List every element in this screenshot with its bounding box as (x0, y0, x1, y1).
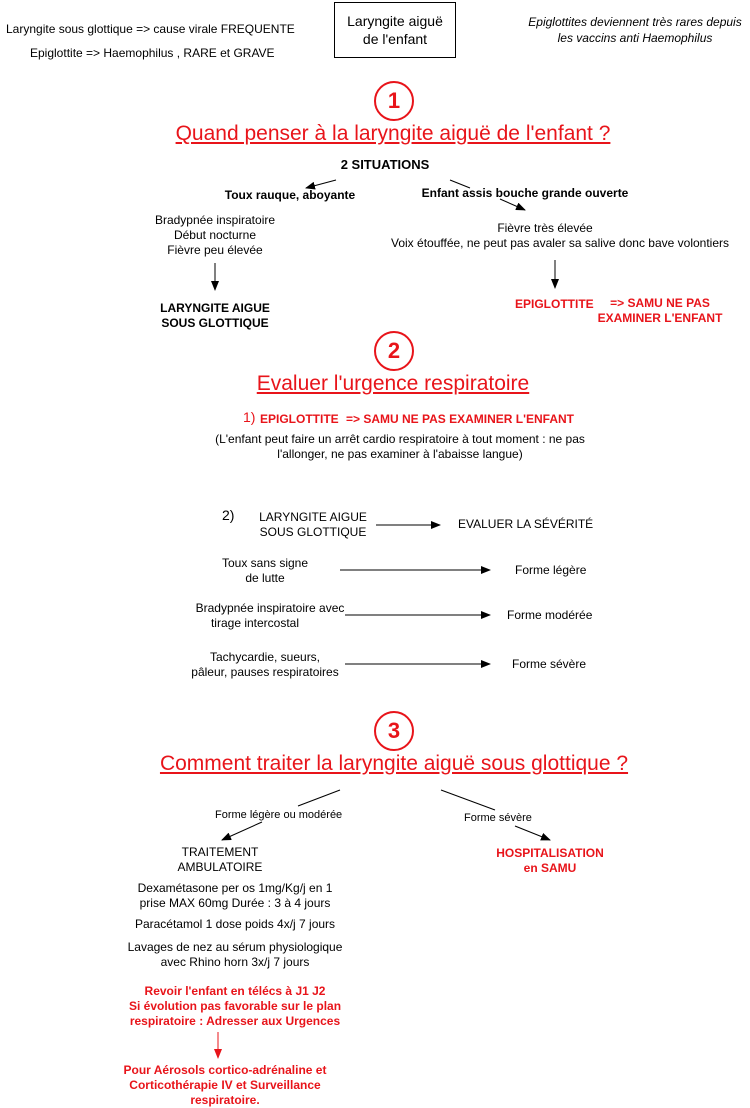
section-1-number: 1 (374, 81, 414, 121)
note-epiglottite-cause: Epiglottite => Haemophilus , RARE et GRAVE (30, 46, 275, 60)
section-1-heading: Quand penser à la laryngite aiguë de l'enfant ? (175, 122, 611, 145)
section-2-number: 2 (374, 331, 414, 371)
main-title-box (334, 2, 456, 58)
treatment-dexa-line2: prise MAX 60mg Durée : 3 à 4 jours (139, 896, 331, 910)
followup-line3: respiratoire : Adresser aux Urgences (129, 1014, 341, 1028)
severity-sign-2-line1: Bradypnée inspiratoire avec (195, 601, 345, 615)
note-laryngite-cause: Laryngite sous glottique => cause virale FREQUENTE (6, 22, 295, 36)
item1-note-line1: (L'enfant peut faire un arrêt cardio respiratoire à tout moment : ne pas (215, 432, 585, 446)
treatment-lavage-line2: avec Rhino horn 3x/j 7 jours (160, 955, 310, 969)
final-line2: Corticothérapie IV et Surveillance (129, 1078, 321, 1092)
item2-label-line2: SOUS GLOTTIQUE (259, 525, 367, 539)
severity-form-2: Forme modérée (507, 608, 593, 622)
branch-light-moderate: Forme légère ou modérée (215, 809, 343, 821)
item1-epiglottite: EPIGLOTTITE (260, 412, 339, 426)
final-line1: Pour Aérosols cortico-adrénaline et (123, 1063, 327, 1077)
severity-form-3: Forme sévère (512, 657, 587, 671)
main-title-line2: de l'enfant (362, 31, 428, 47)
left-result-line2: SOUS GLOTTIQUE (161, 316, 269, 330)
right-sign-2: Voix étouffée, ne peut pas avaler sa salive donc bave volontiers (391, 236, 729, 250)
right-sign-1: Fièvre très élevée (497, 221, 593, 235)
severity-sign-1-line1: Toux sans signe (221, 556, 309, 570)
followup-line1: Revoir l'enfant en télécs à J1 J2 (144, 984, 326, 998)
followup-line2: Si évolution pas favorable sur le plan (128, 999, 342, 1013)
note-vaccine-1: Epiglottites deviennent très rares depuis (528, 15, 742, 29)
item1-note-line2: l'allonger, ne pas examiner à l'abaisse langue) (277, 447, 523, 461)
item1-action: => SAMU NE PAS EXAMINER L'ENFANT (346, 412, 574, 426)
severity-sign-1-line2: de lutte (245, 571, 285, 585)
treatment-dexa-line1: Dexamétasone per os 1mg/Kg/j en 1 (137, 881, 333, 895)
section-3-number: 3 (374, 711, 414, 751)
item2-label-line1: LARYNGITE AIGUE (259, 510, 367, 524)
severity-sign-2-line2: tirage intercostal (210, 616, 300, 630)
right-action-line1: => SAMU NE PAS (610, 296, 710, 310)
two-situations: 2 SITUATIONS (340, 157, 430, 172)
left-sign-3: Fièvre peu élevée (167, 243, 263, 257)
note-vaccine-2: les vaccins anti Haemophilus (557, 31, 713, 45)
main-title-line1: Laryngite aiguë (347, 13, 443, 29)
right-situation-title: Enfant assis bouche grande ouverte (421, 186, 629, 200)
ambulatory-title-line2: AMBULATOIRE (177, 860, 263, 874)
severity-sign-3-line1: Tachycardie, sueurs, (209, 650, 321, 664)
item2-number: 2) (222, 507, 235, 523)
section-3-heading: Comment traiter la laryngite aiguë sous glottique ? (159, 752, 629, 775)
hospitalisation-line1: HOSPITALISATION (496, 846, 604, 860)
item1-number: 1) (243, 409, 256, 425)
arrow-to-hospitalisation (515, 826, 550, 840)
treatment-paracetamol: Paracétamol 1 dose poids 4x/j 7 jours (134, 917, 336, 931)
left-sign-1: Bradypnée inspiratoire (154, 213, 276, 227)
treatment-lavage-line1: Lavages de nez au sérum physiologique (127, 940, 343, 954)
left-sign-2: Début nocturne (173, 228, 257, 242)
section-2-heading: Evaluer l'urgence respiratoire (256, 372, 530, 395)
left-result-line1: LARYNGITE AIGUE (160, 301, 270, 315)
arrow-to-left-branch (306, 180, 336, 188)
right-result-epiglottite: EPIGLOTTITE (515, 297, 594, 311)
severity-form-1: Forme légère (515, 563, 587, 577)
right-action-line2: EXAMINER L'ENFANT (597, 311, 723, 325)
arrow-to-ambulatory (222, 822, 262, 840)
final-line3: respiratoire. (190, 1093, 260, 1107)
left-situation-title: Toux rauque, aboyante (224, 188, 356, 202)
line-to-left-treatment (298, 790, 340, 806)
severity-sign-3-line2: pâleur, pauses respiratoires (191, 665, 339, 679)
ambulatory-title-line1: TRAITEMENT (181, 845, 259, 859)
branch-severe: Forme sévère (464, 812, 532, 824)
line-to-right-treatment (441, 790, 495, 810)
item2-target: EVALUER LA SÉVÉRITÉ (458, 517, 594, 531)
hospitalisation-line2: en SAMU (523, 861, 577, 875)
